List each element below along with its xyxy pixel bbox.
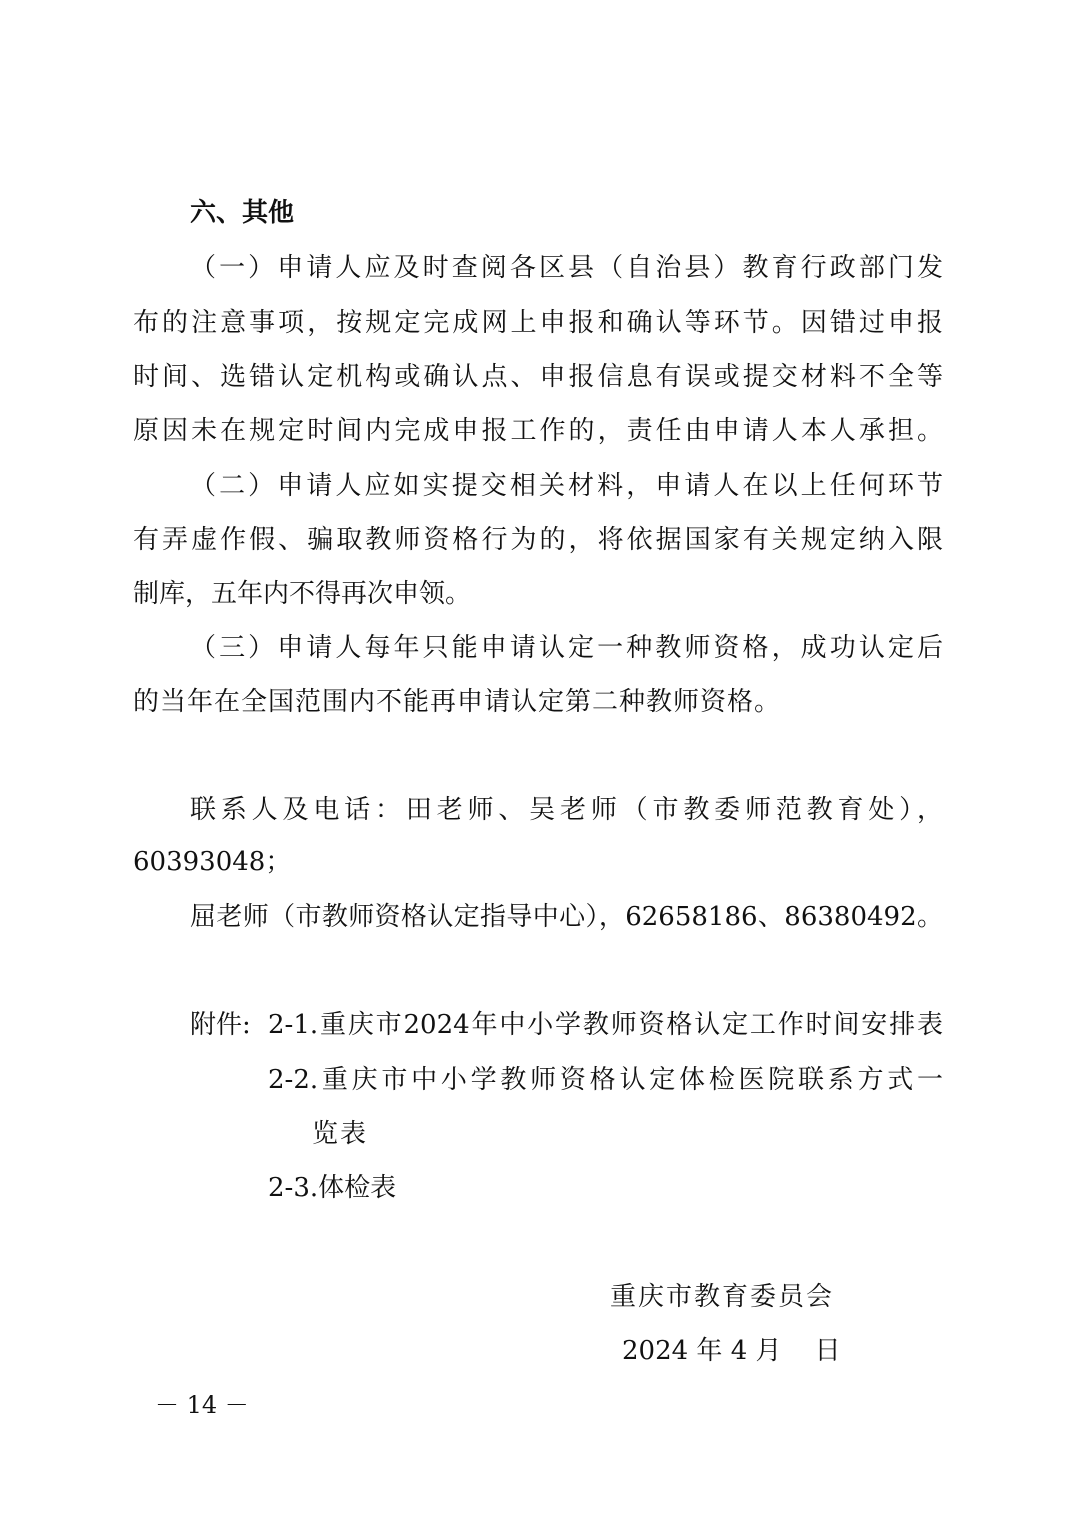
signature-date: 2024 年 4 月 日 [622, 1336, 841, 1366]
attachment-item: 2-3.体检表 [268, 1173, 397, 1203]
paragraph-line: （二）申请人应如实提交相关材料，申请人在以上任何环节 [190, 471, 943, 501]
contact-phone: 60393048； [133, 847, 292, 877]
paragraph-line: 原因未在规定时间内完成申报工作的，责任由申请人本人承担。 [133, 416, 943, 446]
attachment-item: 2-1.重庆市2024年中小学教师资格认定工作时间安排表 [268, 1010, 943, 1040]
paragraph-line: （一）申请人应及时查阅各区县（自治县）教育行政部门发 [190, 253, 943, 283]
attachment-item: 览表 [312, 1119, 369, 1149]
contact-line: 联系人及电话：田老师、吴老师（市教委师范教育处）， [190, 795, 943, 825]
paragraph-line: 的当年在全国范围内不能再申请认定第二种教师资格。 [133, 687, 782, 717]
signature-org: 重庆市教育委员会 [610, 1282, 835, 1312]
paragraph-line: 布的注意事项，按规定完成网上申报和确认等环节。因错过申报 [133, 308, 943, 338]
paragraph-line: 有弄虚作假、骗取教师资格行为的，将依据国家有关规定纳入限 [133, 525, 943, 555]
section-heading: 六、其他 [190, 198, 295, 228]
paragraph-line: （三）申请人每年只能申请认定一种教师资格，成功认定后 [190, 633, 943, 663]
attachment-item: 2-2.重庆市中小学教师资格认定体检医院联系方式一 [268, 1065, 943, 1095]
paragraph-line: 时间、选错认定机构或确认点、申报信息有误或提交材料不全等 [133, 362, 943, 392]
contact-line: 屈老师（市教师资格认定指导中心），62658186、86380492。 [190, 902, 943, 932]
attachments-label: 附件: [190, 1010, 251, 1040]
page-number: － 14 － [155, 1391, 249, 1419]
paragraph-line: 制库，五年内不得再次申领。 [133, 579, 472, 609]
